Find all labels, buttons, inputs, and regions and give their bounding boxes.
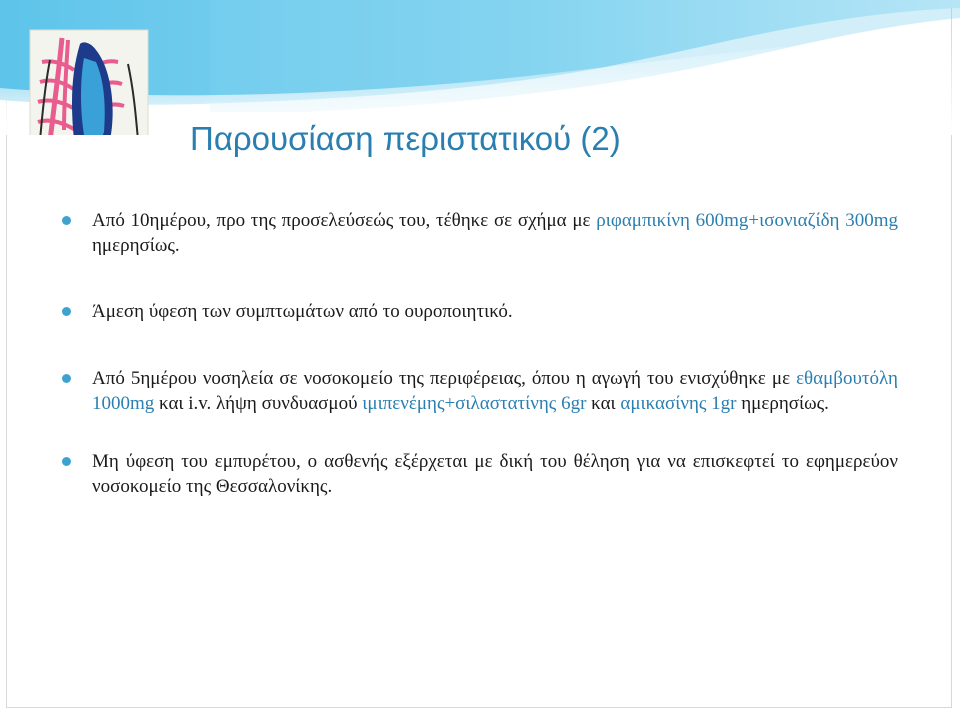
bullet-3-medication-amikacin: αμικασίνης 1gr <box>620 393 737 414</box>
bullet-4-text: Μη ύφεση του εμπυρέτου, ο ασθενής εξέρχεται με δική του θέληση για να επισκεφτεί το εφημερεύον νοσοκομείο της Θεσσαλονίκης. <box>92 451 898 497</box>
bullet-3-text-and: και <box>586 393 621 414</box>
bullet-dot-icon <box>62 216 71 225</box>
bullet-item-4 <box>62 449 898 499</box>
bullet-item-1 <box>62 208 898 258</box>
bullet-3-text: Από 5ημέρου νοσηλεία σε νοσοκομείο της περιφέρειας, όπου η αγωγή του ενισχύθηκε με <box>92 368 797 389</box>
bullet-1-medication: ριφαμπικίνη 600mg+ισονιαζίδη 300mg <box>596 210 898 231</box>
bullet-list <box>62 208 898 499</box>
bullet-3-medication-ethambutol: εθαμβουτόλη 1000mg <box>92 368 898 414</box>
bullet-item-3 <box>62 366 898 416</box>
bullet-3-suffix: ημερησίως. <box>736 393 829 414</box>
bullet-item-2 <box>62 299 898 324</box>
bullet-dot-icon <box>62 307 71 316</box>
bullet-2-text: Άμεση ύφεση των συμπτωμάτων από το ουροποιητικό. <box>92 301 513 322</box>
bullet-1-suffix: ημερησίως. <box>92 235 180 256</box>
slide-title: Παρουσίαση περιστατικού (2) <box>190 120 621 157</box>
bullet-1-text: Από 10ημέρου, προ της προσελεύσεώς του, τέθηκε σε σχήμα με <box>92 210 597 231</box>
bullet-dot-icon <box>62 374 71 383</box>
lungs-diagram-image <box>30 30 148 135</box>
bullet-dot-icon <box>62 457 71 466</box>
bullet-3-medication-imipenem: ιμιπενέμης+σιλαστατίνης 6gr <box>362 393 587 414</box>
bullet-3-text-mid: και i.v. λήψη συνδυασμού <box>154 393 363 414</box>
header-banner <box>0 0 960 135</box>
